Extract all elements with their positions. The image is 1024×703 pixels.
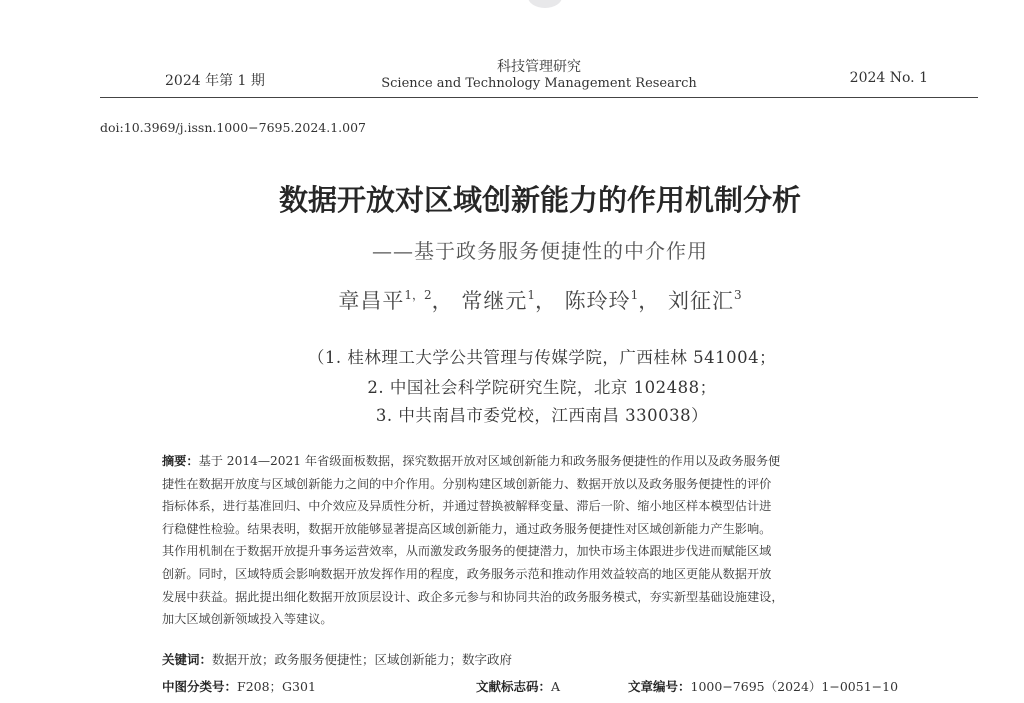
abstract-line: 行稳健性检验。结果表明，数据开放能够显著提高区域创新能力，通过政务服务便捷性对区域创新能力产生影响。 xyxy=(162,521,772,536)
article-number-value: 1000−7695（2024）1−0051−10 xyxy=(690,679,899,694)
author-affiliation-mark: 1，2 xyxy=(404,288,432,302)
journal-name-en: Science and Technology Management Research xyxy=(381,76,697,91)
article-number-label: 文章编号： xyxy=(628,679,691,694)
issue-number: 2024 No. 1 xyxy=(849,70,928,86)
paper-subtitle: ——基于政务服务便捷性的中介作用 xyxy=(372,239,708,263)
abstract-line: 发展中获益。据此提出细化数据开放顶层设计、政企多元参与和协同共治的政务服务模式，夯实新型基础设施建设， xyxy=(162,589,784,604)
affiliation-line: 2. 中国社会科学院研究生院，北京 102488； xyxy=(367,378,717,397)
author-list xyxy=(0,285,1024,315)
paper-title: 数据开放对区域创新能力的作用机制分析 xyxy=(278,183,801,217)
author-name: 章昌平 xyxy=(338,289,405,313)
scroll-indicator xyxy=(528,0,562,8)
abstract-line: 加大区域创新领域投入等建议。 xyxy=(162,612,333,627)
abstract-label: 摘要： xyxy=(162,454,199,468)
author-separator: ， xyxy=(431,289,454,313)
abstract-line: 其作用机制在于数据开放提升事务运营效率，从而激发政务服务的便捷潜力，加快市场主体跟进步伐进而赋能区域 xyxy=(162,544,772,559)
abstract-line: 创新。同时，区域特质会影响数据开放发挥作用的程度，政务服务示范和推动作用效益较高的地区更能从数据开放 xyxy=(162,566,772,581)
doi: doi:10.3969/j.issn.1000−7695.2024.1.007 xyxy=(100,120,366,135)
issue-label: 2024 年第 1 期 xyxy=(165,73,265,89)
journal-name-cn: 科技管理研究 xyxy=(497,59,581,75)
classification-number xyxy=(162,677,316,695)
journal-name xyxy=(100,58,978,92)
author-separator: ， xyxy=(638,289,661,313)
running-header xyxy=(100,58,978,98)
header-divider xyxy=(100,97,978,98)
abstract-line: 捷性在数据开放度与区域创新能力之间的中介作用。分别构建区域创新能力、数据开放以及政务服务便捷性的评价 xyxy=(162,476,772,491)
keywords-value: 数据开放；政务服务便捷性；区域创新能力；数字政府 xyxy=(212,652,513,667)
abstract xyxy=(162,450,922,631)
author-name: 常继元 xyxy=(461,289,528,313)
author-name: 陈玲玲 xyxy=(564,289,631,313)
document-code-value: A xyxy=(551,679,561,694)
author-affiliation-mark: 3 xyxy=(733,288,742,302)
classification-label: 中图分类号： xyxy=(162,679,238,694)
keywords xyxy=(162,650,512,668)
keywords-label: 关键词： xyxy=(162,652,213,667)
classification-value: F208；G301 xyxy=(237,679,316,694)
abstract-line: 指标体系，进行基准回归、中介效应及异质性分析，并通过替换被解释变量、滞后一阶、缩小地区样本模型估计进 xyxy=(162,499,772,514)
affiliation-line: （1. 桂林理工大学公共管理与传媒学院，广西桂林 541004； xyxy=(307,348,777,367)
author-separator: ， xyxy=(534,289,557,313)
affiliation-line: 3. 中共南昌市委党校，江西南昌 330038） xyxy=(375,406,709,425)
document-code-label: 文献标志码： xyxy=(476,679,552,694)
author-affiliation-mark: 1 xyxy=(630,288,639,302)
document-code xyxy=(476,677,560,695)
author-name: 刘征汇 xyxy=(667,289,734,313)
author-affiliation-mark: 1 xyxy=(527,288,535,302)
abstract-line: 摘要：基于 2014—2021 年省级面板数据，探究数据开放对区域创新能力和政务服务便捷性的作用以及政务服务便 xyxy=(162,454,781,468)
article-number xyxy=(628,677,898,695)
